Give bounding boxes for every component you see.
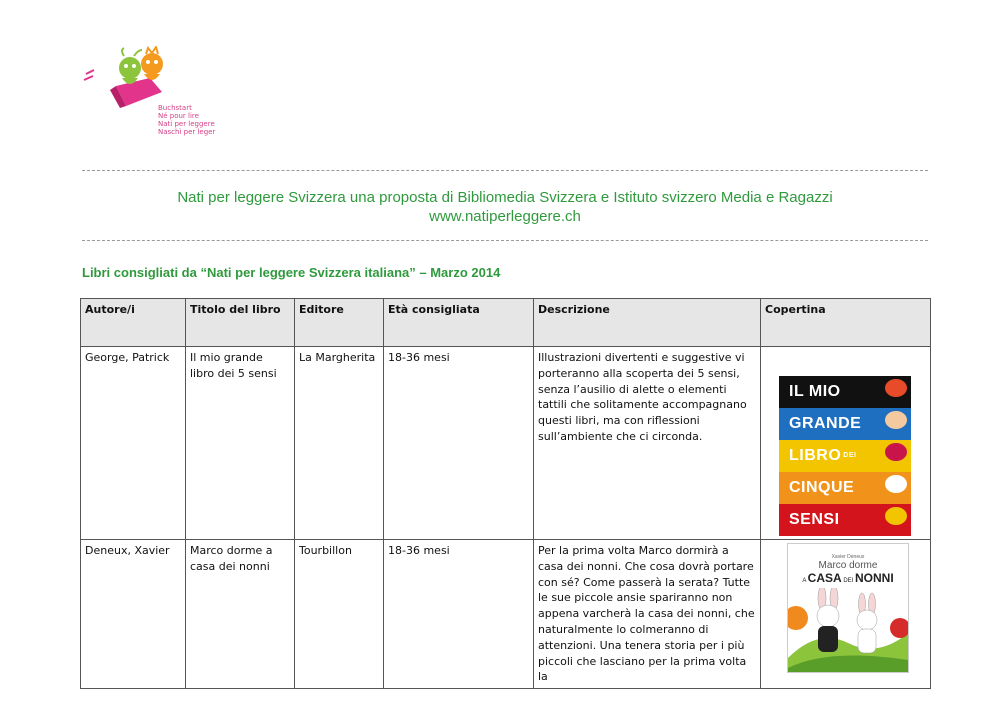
logo-line: Né pour lire xyxy=(158,112,199,120)
cover-text: IL MIO xyxy=(789,383,841,401)
cover-cell xyxy=(761,540,931,689)
cover-text-small: DEI xyxy=(843,452,857,460)
table-header-row xyxy=(81,299,931,347)
nose-icon xyxy=(885,411,907,429)
cover-cell xyxy=(761,347,931,540)
cover-band xyxy=(779,440,911,472)
book-cover-image xyxy=(779,376,911,536)
author-cell: George, Patrick xyxy=(81,347,186,540)
logo-line: Buchstart xyxy=(158,104,192,112)
table-row xyxy=(81,347,931,540)
cat-face-icon xyxy=(885,379,907,397)
title-cell: Marco dorme a casa dei nonni xyxy=(186,540,295,689)
flower-icon xyxy=(885,443,907,461)
cover-text: CINQUE xyxy=(789,479,855,497)
cover-text: GRANDE xyxy=(789,415,862,433)
column-header: Descrizione xyxy=(534,299,761,347)
cover-title-line: Marco dorme xyxy=(818,560,878,571)
cover-text: SENSI xyxy=(789,511,840,529)
book-cover-image xyxy=(787,543,909,673)
age-cell: 18-36 mesi xyxy=(384,347,534,540)
publisher-cell: La Margherita xyxy=(295,347,384,540)
cover-title-line: A CASA DEI NONNI xyxy=(802,571,894,585)
logo-line: Nati per leggere xyxy=(158,120,215,128)
bunnies-illustration-icon xyxy=(788,588,908,673)
logo-line: Naschì per leger xyxy=(158,128,216,136)
age-cell: 18-36 mesi xyxy=(384,540,534,689)
cover-text: LIBRO xyxy=(789,447,842,465)
column-header: Copertina xyxy=(761,299,931,347)
cover-band xyxy=(779,472,911,504)
owl-icon xyxy=(885,507,907,525)
document-title: Libri consigliati da “Nati per leggere Svizzera italiana” – Marzo 2014 xyxy=(82,265,501,280)
website-link[interactable]: www.natiperleggere.ch xyxy=(429,208,581,225)
mouth-icon xyxy=(885,475,907,493)
publisher-cell: Tourbillon xyxy=(295,540,384,689)
description-cell: Per la prima volta Marco dormirà a casa dei nonni. Che cosa dovrà portare con sé? Come passerà la serata? Tutte le sue piccole ansie spariranno non appena varcherà la casa dei nonni, che naturalmente lo colmeranno di attenzioni. Una tenera storia per i più piccoli che lasciano per la prima volta la xyxy=(534,540,761,689)
org-line: Nati per leggere Svizzera una proposta di Bibliomedia Svizzera e Istituto svizzero Media e Ragazzi xyxy=(177,189,833,206)
divider xyxy=(82,170,928,171)
column-header: Età consigliata xyxy=(384,299,534,347)
cover-author: Xavier Deneux xyxy=(831,554,865,560)
column-header: Titolo del libro xyxy=(186,299,295,347)
cover-band xyxy=(779,408,911,440)
logo-text xyxy=(158,104,215,136)
title-cell: Il mio grande libro dei 5 sensi xyxy=(186,347,295,540)
column-header: Autore/i xyxy=(81,299,186,347)
cover-band xyxy=(779,376,911,408)
author-cell: Deneux, Xavier xyxy=(81,540,186,689)
description-cell: Illustrazioni divertenti e suggestive vi porteranno alla scoperta dei 5 sensi, senza l’ausilio di alette o elementi tattili che solitamente accompagnano questi libri, ma con riflessioni sull’ambiente che ci circonda. xyxy=(534,347,761,540)
column-header: Editore xyxy=(295,299,384,347)
table-row xyxy=(81,540,931,689)
cover-band xyxy=(779,504,911,536)
books-table xyxy=(80,298,931,689)
divider xyxy=(82,240,928,241)
